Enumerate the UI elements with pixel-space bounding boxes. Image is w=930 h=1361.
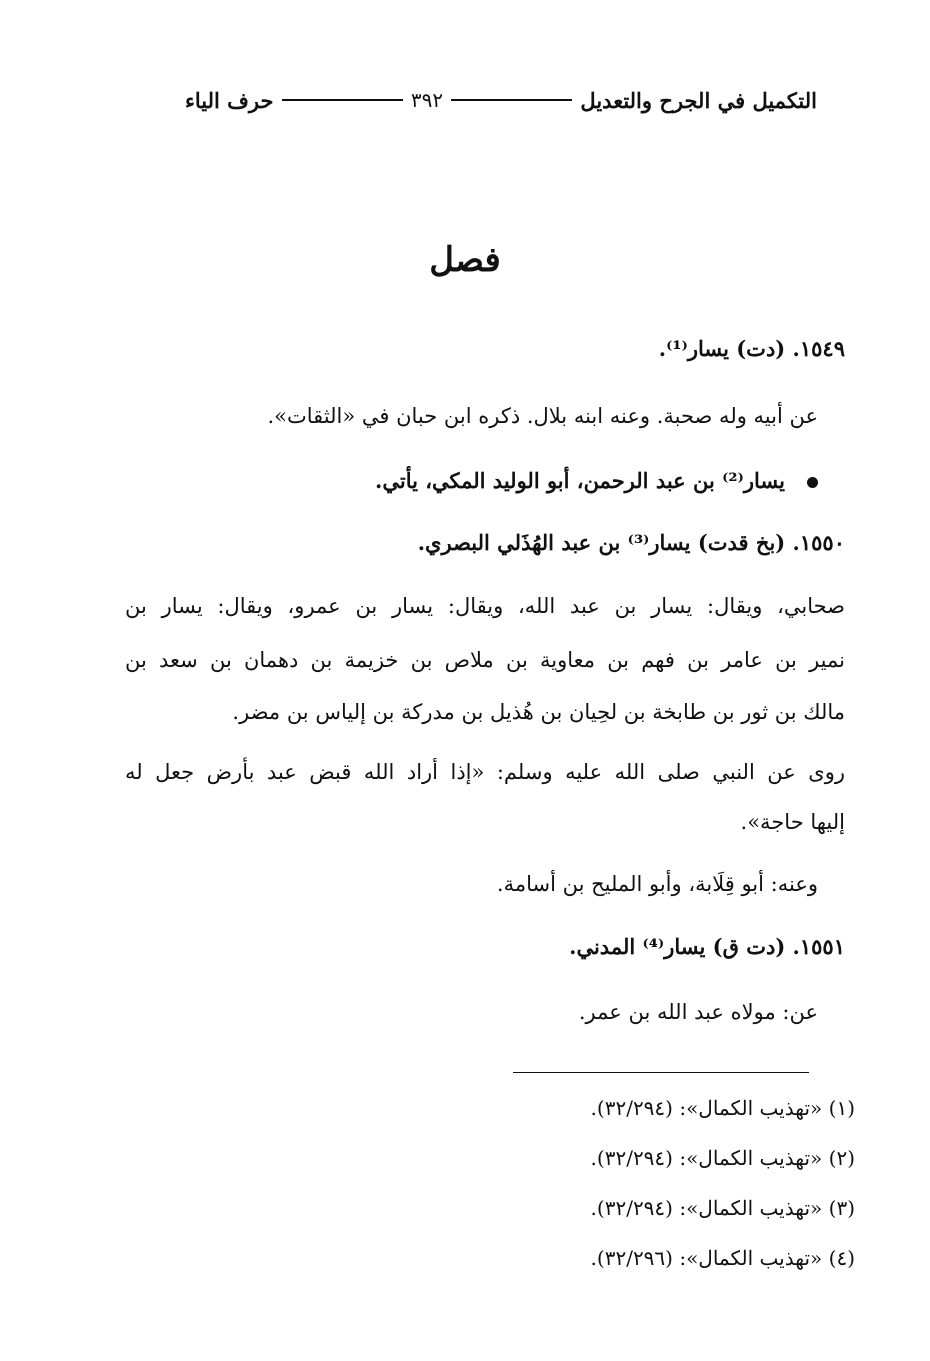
entry-1550-hadith-line: روى عن النبي صلى الله عليه وسلم: «إذا أراد الله قبض عبد بأرض جعل له xyxy=(125,760,845,784)
footnote-2: (٢) «تهذيب الكمال»: (٣٢/٢٩٤). xyxy=(590,1146,855,1170)
footnote-3: (٣) «تهذيب الكمال»: (٣٢/٢٩٤). xyxy=(590,1196,855,1220)
entry-1549-body: عن أبيه وله صحبة. وعنه ابنه بلال. ذكره ابن حبان في «الثقات». xyxy=(267,404,818,428)
header-page-number: ٣٩٢ xyxy=(410,88,444,112)
header-dash xyxy=(451,99,572,101)
entry-1551-heading: ١٥٥١. (دت ق) يسار⁽⁴⁾ المدني. xyxy=(569,934,845,959)
header-book-title: التكميل في الجرح والتعديل xyxy=(580,87,817,113)
footnote-4: (٤) «تهذيب الكمال»: (٣٢/٢٩٦). xyxy=(590,1246,855,1270)
entry-1551-body: عن: مولاه عبد الله بن عمر. xyxy=(578,1000,818,1024)
entry-1550-heading: ١٥٥٠. (بخ قدت) يسار⁽³⁾ بن عبد الهُذَلي البصري. xyxy=(417,530,845,555)
footnote-1: (١) «تهذيب الكمال»: (٣٢/٢٩٤). xyxy=(590,1096,855,1120)
footnote-separator xyxy=(513,1072,809,1073)
entry-1550-hadith-line: إليها حاجة». xyxy=(740,810,845,834)
section-title: فصل xyxy=(429,240,501,280)
entry-1550-paragraph-line: نمير بن عامر بن فهم بن معاوية بن ملاص بن خزيمة بن دهمان بن سعد بن xyxy=(125,648,845,672)
bullet-cross-reference xyxy=(375,468,818,493)
entry-1550-paragraph-line: مالك بن ثور بن طابخة بن لحِيان بن هُذيل بن مدركة بن إلياس بن مضر. xyxy=(232,700,845,724)
entry-1550-paragraph-line: صحابي، ويقال: يسار بن عبد الله، ويقال: يسار بن عمرو، ويقال: يسار بن xyxy=(125,594,845,618)
entry-1550-narrators: وعنه: أبو قِلَابة، وأبو المليح بن أسامة. xyxy=(496,872,818,896)
bullet-text: يسار⁽²⁾ بن عبد الرحمن، أبو الوليد المكي، يأتي. xyxy=(375,468,785,493)
bullet-icon xyxy=(807,477,818,488)
header-chapter: حرف الياء xyxy=(185,87,274,113)
entry-1549-heading: ١٥٤٩. (دت) يسار⁽¹⁾. xyxy=(658,336,845,361)
header-dash xyxy=(282,99,403,101)
running-header xyxy=(185,82,817,118)
